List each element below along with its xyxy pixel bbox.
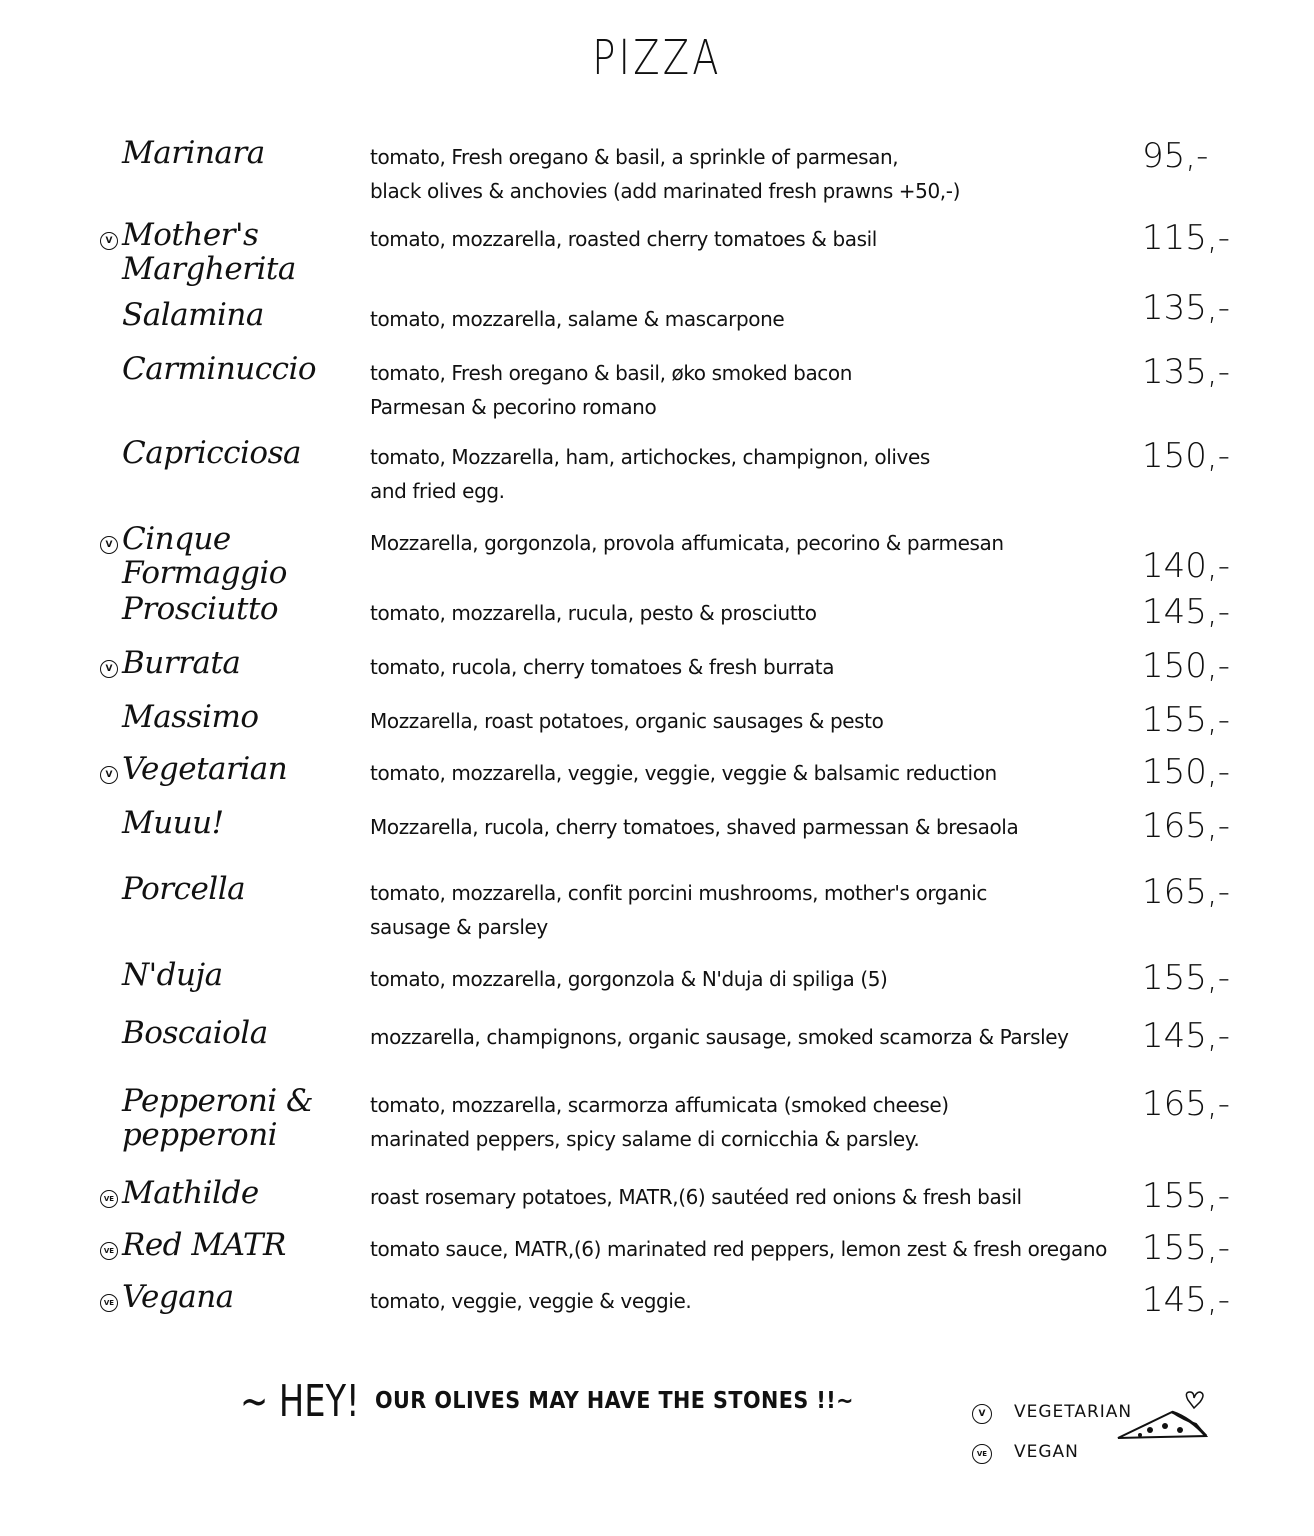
item-name: Cinque Formaggio (122, 521, 287, 591)
item-name: Carminuccio (122, 351, 317, 387)
item-description-continued: marinated peppers, spicy salame di cornicchia & parsley. (370, 1127, 920, 1151)
item-description-continued: Parmesan & pecorino romano (370, 395, 657, 419)
vegan-badge-icon: VE (100, 1294, 118, 1312)
item-name: Muuu! (122, 805, 224, 841)
pizza-slice-heart-icon (1110, 1390, 1220, 1450)
item-name: Red MATR (122, 1227, 286, 1263)
item-price: 145,- (1142, 1016, 1230, 1056)
vegetarian-badge-icon: V (100, 232, 118, 250)
item-price: 155,- (1142, 700, 1230, 740)
item-price: 155,- (1142, 1228, 1230, 1268)
vegetarian-badge-icon: V (100, 536, 118, 554)
item-description: tomato, Fresh oregano & basil, øko smoked bacon (370, 361, 853, 385)
item-name: Burrata (122, 645, 241, 681)
item-description: tomato, mozzarella, scarmorza affumicata (smoked cheese) (370, 1093, 949, 1117)
item-description: tomato sauce, MATR,(6) marinated red peppers, lemon zest & fresh oregano (370, 1237, 1107, 1261)
vegan-badge-icon: VE (100, 1242, 118, 1260)
vegetarian-badge-icon: V (100, 660, 118, 678)
item-name: Massimo (122, 699, 259, 735)
item-description: Mozzarella, rucola, cherry tomatoes, shaved parmessan & bresaola (370, 815, 1019, 839)
item-name: Boscaiola (122, 1015, 268, 1051)
item-price: 150,- (1142, 436, 1230, 476)
vegan-badge-icon: VE (972, 1444, 992, 1464)
vegetarian-badge-icon: V (972, 1404, 992, 1424)
item-price: 115,- (1142, 218, 1230, 258)
item-description-continued: black olives & anchovies (add marinated fresh prawns +50,-) (370, 179, 960, 203)
item-description: Mozzarella, gorgonzola, provola affumicata, pecorino & parmesan (370, 531, 1004, 555)
item-description: roast rosemary potatoes, MATR,(6) sautéed red onions & fresh basil (370, 1185, 1022, 1209)
page-title: PIZZA (592, 30, 722, 86)
item-description: mozzarella, champignons, organic sausage, smoked scamorza & Parsley (370, 1025, 1069, 1049)
item-price: 155,- (1142, 1176, 1230, 1216)
item-description: tomato, Fresh oregano & basil, a sprinkle of parmesan, (370, 145, 899, 169)
item-price: 135,- (1142, 352, 1230, 392)
item-description: tomato, mozzarella, veggie, veggie, veggie & balsamic reduction (370, 761, 997, 785)
item-description: tomato, mozzarella, salame & mascarpone (370, 307, 785, 331)
item-name: Salamina (122, 297, 264, 333)
item-description: Mozzarella, roast potatoes, organic sausages & pesto (370, 709, 884, 733)
item-price: 165,- (1142, 872, 1230, 912)
item-description: tomato, mozzarella, confit porcini mushrooms, mother's organic (370, 881, 987, 905)
item-price: 145,- (1142, 1280, 1230, 1320)
item-description: tomato, mozzarella, roasted cherry tomatoes & basil (370, 227, 877, 251)
item-price: 165,- (1142, 1084, 1230, 1124)
item-name: Mother's Margherita (122, 217, 296, 287)
vegetarian-badge-icon: V (100, 766, 118, 784)
item-description: tomato, mozzarella, gorgonzola & N'duja di spiliga (5) (370, 967, 888, 991)
item-name: Capricciosa (122, 435, 301, 471)
item-price: 155,- (1142, 958, 1230, 998)
item-name: Marinara (122, 135, 265, 171)
item-price: 165,- (1142, 806, 1230, 846)
vegan-badge-icon: VE (100, 1190, 118, 1208)
item-price: 95,- (1142, 136, 1209, 176)
item-name: Porcella (122, 871, 246, 907)
item-description-continued: sausage & parsley (370, 915, 548, 939)
item-price: 140,- (1142, 546, 1230, 586)
item-name: Prosciutto (122, 591, 279, 627)
item-name: Mathilde (122, 1175, 259, 1211)
item-price: 150,- (1142, 646, 1230, 686)
item-price: 145,- (1142, 592, 1230, 632)
item-description: tomato, rucola, cherry tomatoes & fresh burrata (370, 655, 835, 679)
item-name: N'duja (122, 957, 223, 993)
item-price: 135,- (1142, 288, 1230, 328)
item-description: tomato, veggie, veggie & veggie. (370, 1289, 692, 1313)
legend-label: VEGETARIAN (1014, 1402, 1133, 1422)
item-description-continued: and fried egg. (370, 479, 505, 503)
legend-label: VEGAN (1014, 1442, 1079, 1462)
item-name: Pepperoni & pepperoni (122, 1083, 314, 1153)
item-name: Vegetarian (122, 751, 288, 787)
footer-hey: ~ HEY! (240, 1376, 360, 1427)
item-description: tomato, Mozzarella, ham, artichockes, champignon, olives (370, 445, 930, 469)
item-name: Vegana (122, 1279, 234, 1315)
footer-olives-note: OUR OLIVES MAY HAVE THE STONES !!~ (375, 1388, 854, 1414)
item-price: 150,- (1142, 752, 1230, 792)
item-description: tomato, mozzarella, rucula, pesto & prosciutto (370, 601, 817, 625)
